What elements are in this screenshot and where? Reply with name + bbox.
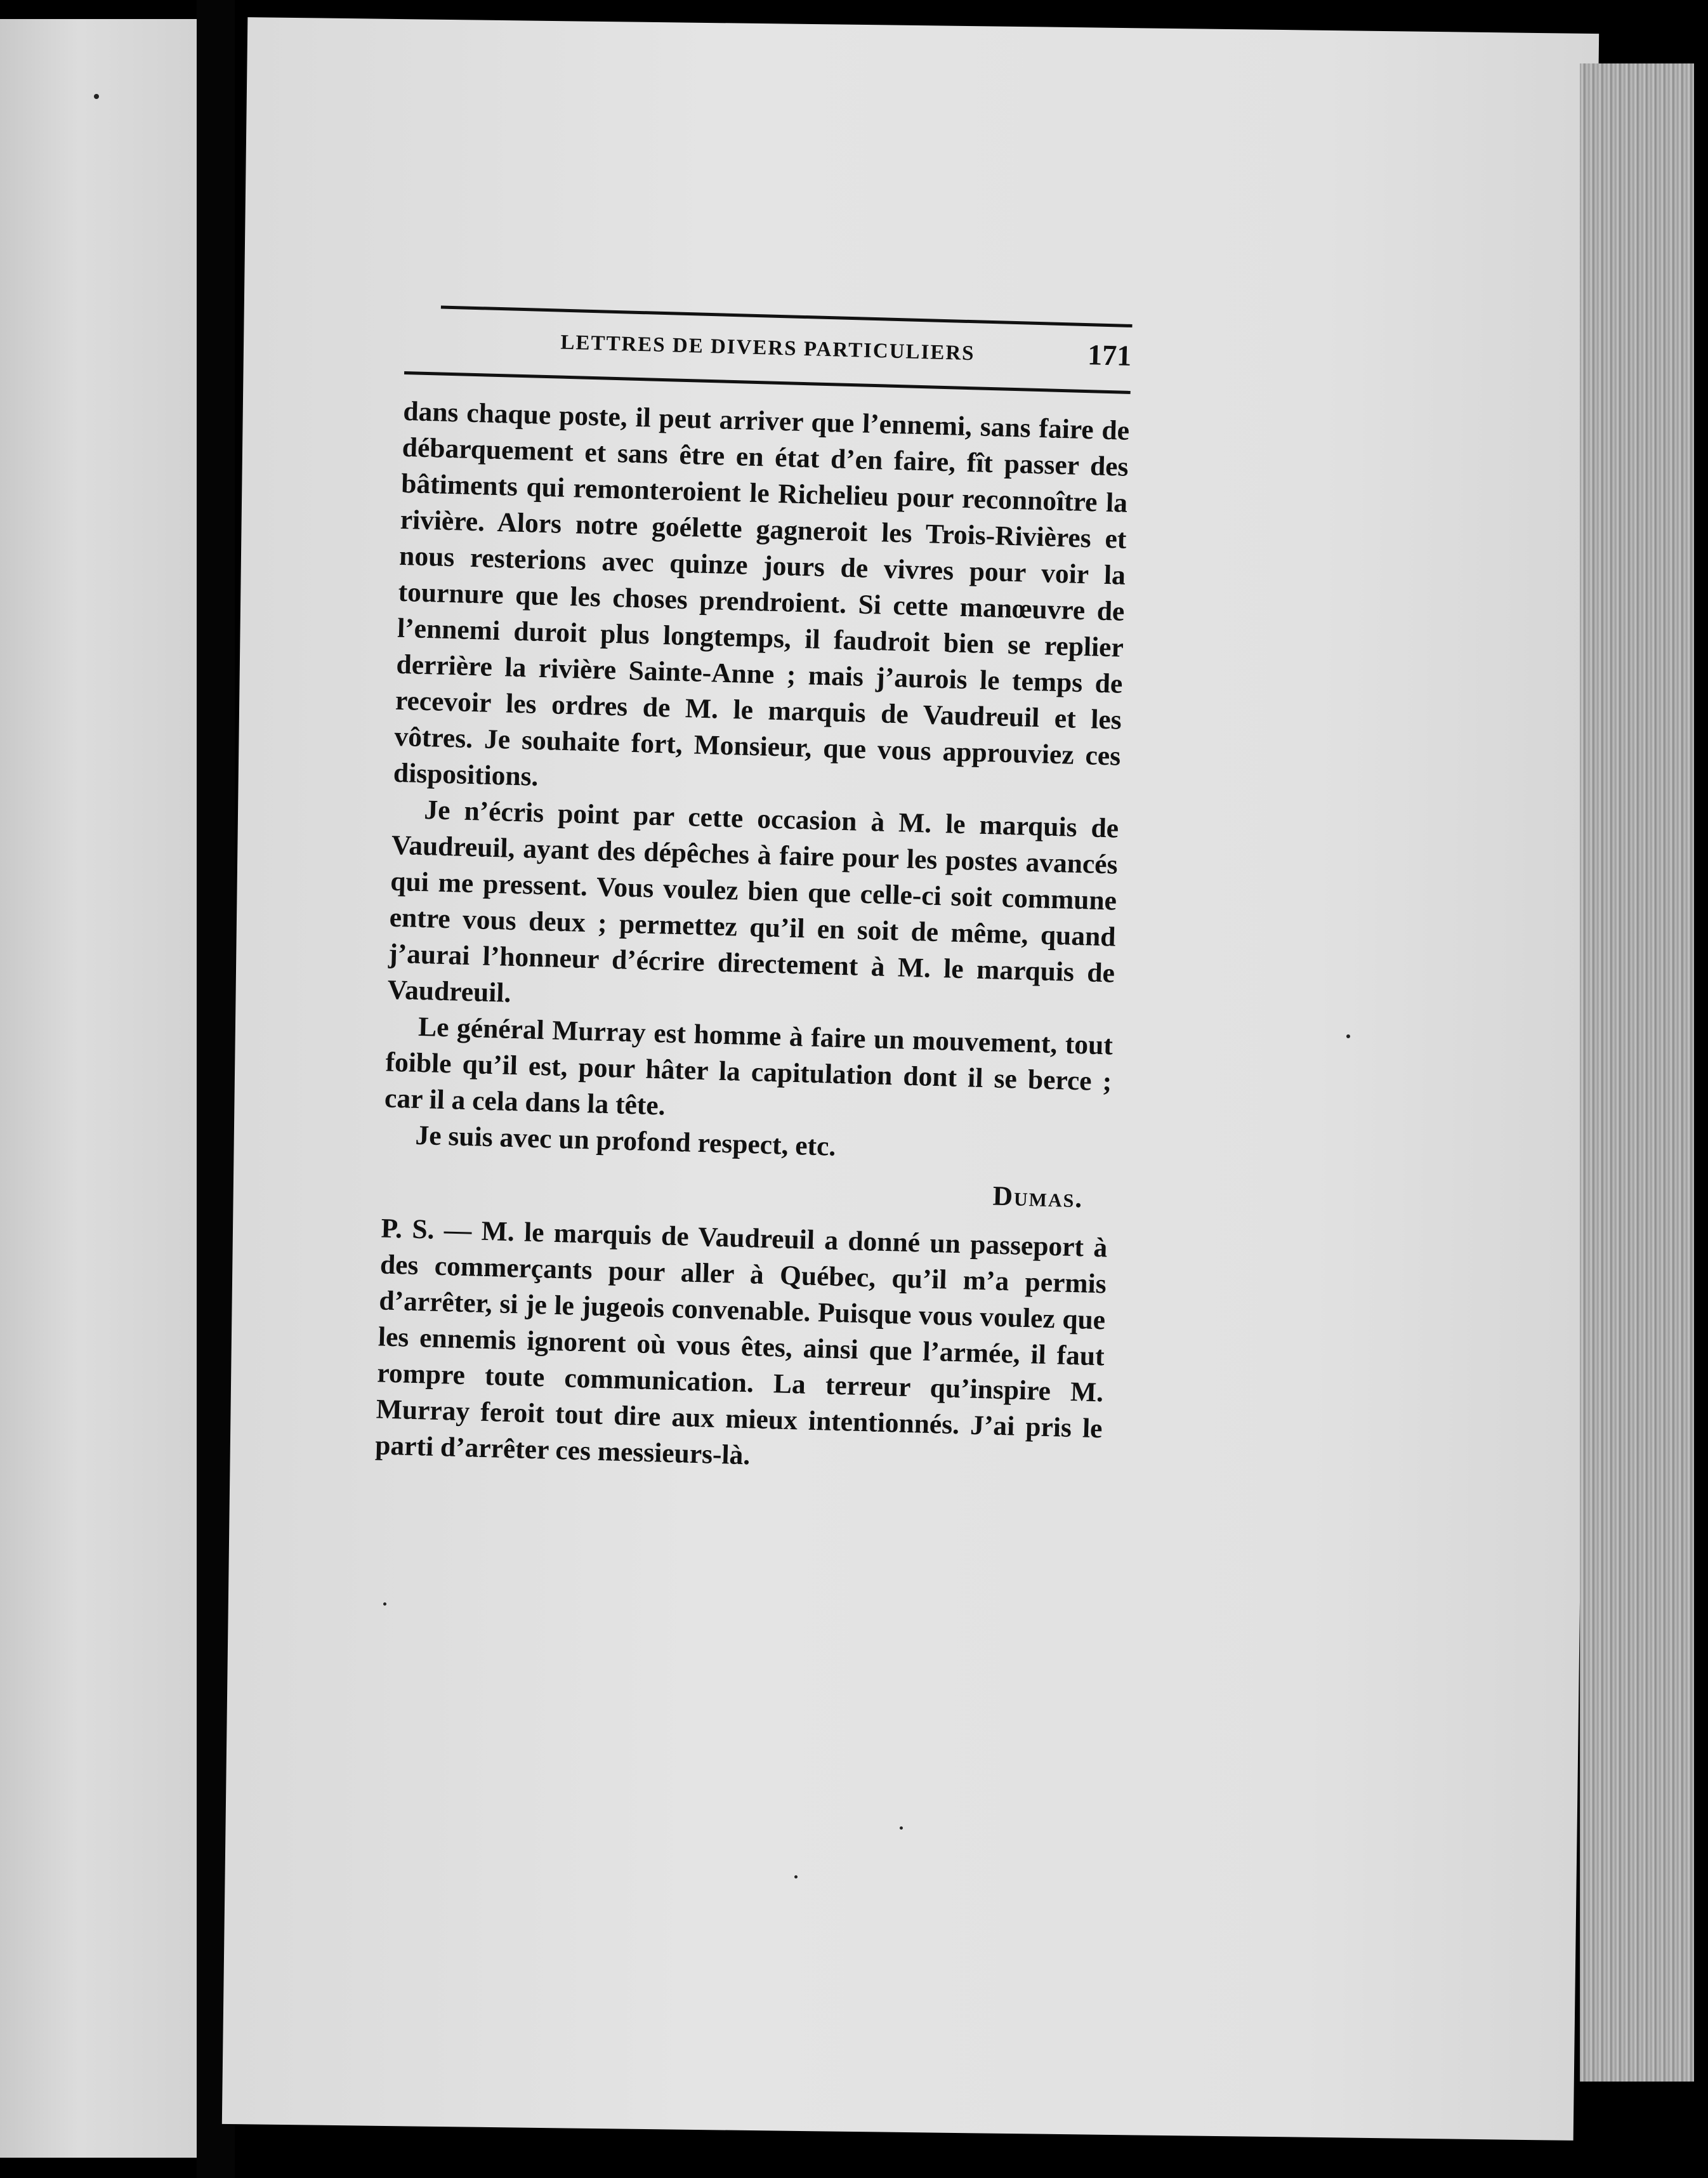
page-text-block [375,305,1133,1483]
page-edges [1580,63,1694,2082]
closing-line: Je suis avec un profond respect, etc. [414,1119,836,1162]
dust-speck [383,1602,386,1606]
running-title: LETTRES DE DIVERS PARTICULIERS [560,331,976,366]
dust-speck [794,1875,798,1878]
paragraph: Je n’écris point par cette occasion à M. le marquis de Vaudreuil, ayant des dépêches à faire pour les postes avancés qui me pressent. Vous voulez bien que celle-ci soit commune entre vous deux ; permettez qu’il en soit de même, quand j’aurai l’honneur d’écrire directement à M. le marquis de Vaudreuil. [387,795,1119,1008]
postscript: P. S. — M. le marquis de Vaudreuil a donné un passeport à des commerçants pour aller à Québec, qu’il m’a permis d’arrêter, si je le jugeois convenable. Puisque vous voulez que les ennemis ignorent où vous êtes, ainsi que l’armée, il faut rompre toute communication. La terreur qu’inspire M. Murray feroit tout dire aux mieux intentionnés. J’ai pris le parti d’arrêter ces messieurs-là. [374,1213,1108,1471]
dust-speck [900,1826,903,1830]
page-number: 171 [1087,338,1132,372]
signature: Dumas. [992,1180,1084,1214]
paragraph: Le général Murray est homme à faire un mouvement, tout foible qu’il est, pour hâter la capitulation dont il se berce ; car il a cela dans la tête. [384,1011,1113,1121]
paragraph-continuation: dans chaque poste, il peut arriver que l’ennemi, sans faire de débarquement et sans être en état d’en faire, fît passer des bâtiments qui remonteroient le Richelieu pour reconnoître la rivière. Alors notre goélette gagneroit les Trois-Rivières et nous resterions avec quinze jours de vivres pour voir la tournure que les choses prendroient. Si cette manœuvre de l’ennemi duroit plus longtemps, il faudroit bien se replier derrière la rivière Sainte-Anne ; mais j’aurois le temps de recevoir les ordres de M. le marquis de Vaudreuil et les vôtres. Je souhaite fort, Monsieur, que vous approuviez ces dispositions. [393,395,1130,792]
dust-speck [94,94,99,99]
dust-speck [1346,1034,1350,1038]
body-text [375,393,1130,1483]
left-page-margin [0,19,197,2158]
